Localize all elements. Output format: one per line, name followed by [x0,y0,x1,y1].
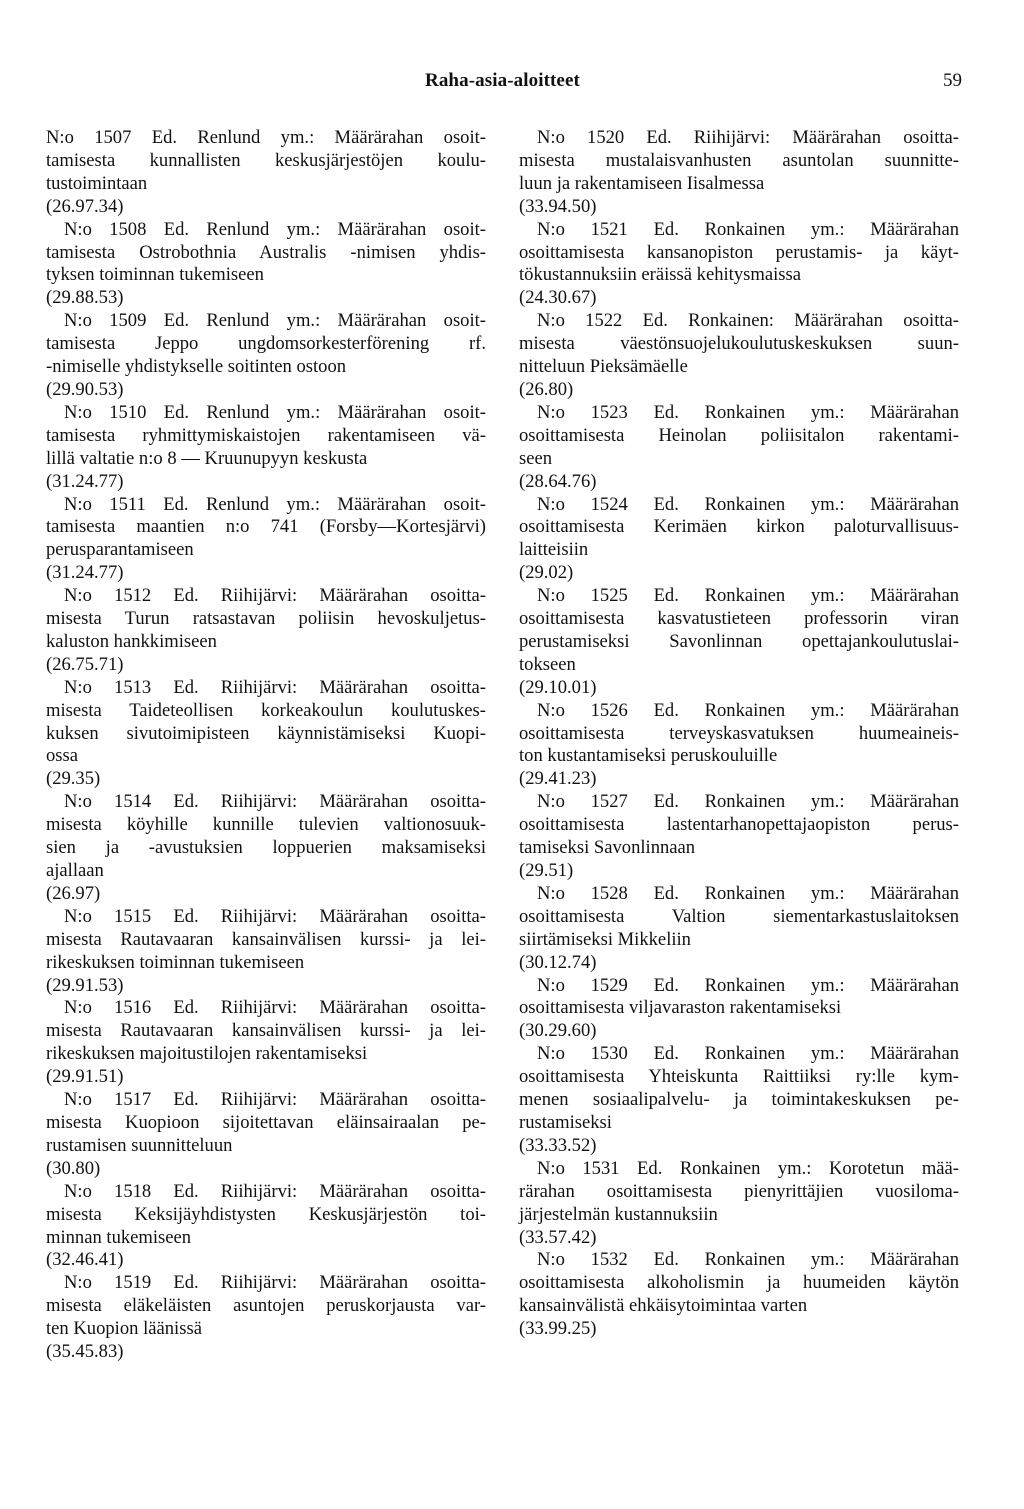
entry-text-line: osoittamisesta kansanopiston perustamis- ja käyt- [519,241,959,263]
motion-entry [519,1043,959,1158]
budget-reference: (26.80) [519,378,574,400]
entry-text-line: siirtämiseksi Mikkeliin [519,928,691,950]
entry-text-line: N:o 1529 Ed. Ronkainen ym.: Määrärahan [537,974,959,996]
budget-reference: (31.24.77) [46,470,124,492]
motion-entry [46,1272,486,1364]
budget-reference: (29.41.23) [519,768,597,790]
motion-entry [46,906,486,998]
entry-text-line: tökustannuksiin eräissä kehitysmaissa [519,264,801,286]
budget-reference: (26.75.71) [46,653,124,675]
entry-text-line: misesta mustalaisvanhusten asuntolan suunnitte- [519,149,959,171]
entry-text-line: misesta Kuopioon sijoitettavan eläinsairaalan pe- [46,1111,486,1133]
budget-reference: (30.80) [46,1157,101,1179]
budget-reference: (29.91.53) [46,974,124,996]
entry-text-line: tustoimintaan [46,172,148,194]
motion-entry [46,791,486,906]
motion-entry [46,1181,486,1273]
entry-text-line: N:o 1518 Ed. Riihijärvi: Määrärahan osoitta- [64,1180,486,1202]
entry-text-line: N:o 1513 Ed. Riihijärvi: Määrärahan osoitta- [64,676,486,698]
entry-text-line: N:o 1527 Ed. Ronkainen ym.: Määrärahan [537,791,959,813]
entry-text-line: N:o 1512 Ed. Riihijärvi: Määrärahan osoitta- [64,585,486,607]
motion-entry [519,1249,959,1341]
entry-text-line: N:o 1514 Ed. Riihijärvi: Määrärahan osoitta- [64,791,486,813]
entry-text-line: -nimiselle yhdistykselle soitinten ostoon [46,356,347,378]
entry-text-line: N:o 1523 Ed. Ronkainen ym.: Määrärahan [537,401,959,423]
entry-text-line: ossa [46,745,79,767]
entry-text-line: perusparantamiseen [46,539,194,561]
entry-text-line: osoittamisesta lastentarhanopettajaopiston perus- [519,814,959,836]
motion-entry [46,585,486,677]
entry-text-line: perustamiseksi Savonlinnan opettajankoulutuslai- [519,630,959,652]
entry-text-line: kaluston hankkimiseen [46,630,217,652]
entry-text-line: luun ja rakentamiseen Iisalmessa [519,172,765,194]
entry-text-line: kuksen sivutoimipisteen käynnistämiseksi Kuopi- [46,722,486,744]
entry-text-line: lillä valtatie n:o 8 — Kruunupyyn keskusta [46,447,368,469]
budget-reference: (26.97.34) [46,195,124,217]
entry-text-line: minnan tukemiseen [46,1226,192,1248]
entry-text-line: N:o 1516 Ed. Riihijärvi: Määrärahan osoitta- [64,997,486,1019]
entry-text-line: N:o 1528 Ed. Ronkainen ym.: Määrärahan [537,882,959,904]
running-title: Raha-asia-aloitteet [425,70,580,91]
budget-reference: (29.02) [519,562,574,584]
entry-text-line: N:o 1510 Ed. Renlund ym.: Määrärahan osoit- [64,401,486,423]
entry-text-line: N:o 1521 Ed. Ronkainen ym.: Määrärahan [537,218,959,240]
entry-text-line: N:o 1520 Ed. Riihijärvi: Määrärahan osoitta- [537,127,959,148]
entry-text-line: misesta köyhille kunnille tulevien valtionosuuk- [46,814,486,836]
entry-text-line: osoittamisesta Yhteiskunta Raittiiksi ry:lle kym- [519,1066,959,1088]
entry-text-line: tyksen toiminnan tukemiseen [46,264,264,286]
motion-entry [519,127,959,219]
motion-entry [46,127,486,219]
right-column [519,127,959,1341]
entry-text-line: N:o 1508 Ed. Renlund ym.: Määrärahan osoit- [64,218,486,240]
entry-text-line: rustamiseksi [519,1111,612,1133]
budget-reference: (31.24.77) [46,562,124,584]
budget-reference: (33.99.25) [519,1318,597,1340]
entry-text-line: rärahan osoittamisesta pienyrittäjien vuosiloma- [519,1180,959,1202]
budget-reference: (33.57.42) [519,1226,597,1248]
motion-entry [519,402,959,494]
motion-entry [519,975,959,1044]
entry-text-line: tamisesta kunnallisten keskusjärjestöjen koulu- [46,149,486,171]
entry-text-line: osoittamisesta alkoholismin ja huumeiden käytön [519,1272,959,1294]
entry-text-line: tokseen [519,653,576,675]
entry-text-line: N:o 1530 Ed. Ronkainen ym.: Määrärahan [537,1043,959,1065]
motion-entry [519,1158,959,1250]
budget-reference: (24.30.67) [519,287,597,309]
motion-entry [46,402,486,494]
entry-text-line: tamisesta Ostrobothnia Australis -nimisen yhdis- [46,241,486,263]
entry-text-line: tamisesta maantien n:o 741 (Forsby—Kortesjärvi) [46,516,486,538]
entry-text-line: N:o 1515 Ed. Riihijärvi: Määrärahan osoitta- [64,905,486,927]
entry-text-line: osoittamisesta Valtion siementarkastuslaitoksen [519,905,959,927]
budget-reference: (28.64.76) [519,470,597,492]
motion-entry [46,310,486,402]
entry-text-line: misesta Rautavaaran kansainvälisen kurssi- ja lei- [46,1020,486,1042]
entry-text-line: osoittamisesta Heinolan poliisitalon rakentami- [519,424,959,446]
entry-text-line: tamisesta Jeppo ungdomsorkesterförening rf. [46,333,486,355]
motion-entry [519,310,959,402]
motion-entry [519,700,959,792]
budget-reference: (29.51) [519,860,574,881]
entry-text-line: nitteluun Pieksämäelle [519,356,688,378]
budget-reference: (33.33.52) [519,1134,597,1156]
motion-entry [46,677,486,792]
budget-reference: (33.94.50) [519,195,597,217]
entry-text-line: N:o 1524 Ed. Ronkainen ym.: Määrärahan [537,493,959,515]
entry-text-line: N:o 1522 Ed. Ronkainen: Määrärahan osoitta- [537,310,959,332]
budget-reference: (29.35) [46,768,101,790]
entry-text-line: N:o 1509 Ed. Renlund ym.: Määrärahan osoit- [64,310,486,332]
motion-entry [519,585,959,700]
entry-text-line: menen sosiaalipalvelu- ja toimintakeskuksen pe- [519,1089,959,1111]
entry-text-line: ajallaan [46,860,104,881]
budget-reference: (30.12.74) [519,951,597,973]
entry-text-line: ten Kuopion läänissä [46,1318,202,1340]
entry-text-line: misesta väestönsuojelukoulutuskeskuksen suun- [519,333,959,355]
motion-entry [46,997,486,1089]
entry-text-line: N:o 1507 Ed. Renlund ym.: Määrärahan osoit- [46,127,486,148]
entry-text-line: N:o 1517 Ed. Riihijärvi: Määrärahan osoitta- [64,1089,486,1111]
motion-entry [519,883,959,975]
entry-text-line: misesta Rautavaaran kansainvälisen kurssi- ja lei- [46,928,486,950]
entry-text-line: N:o 1532 Ed. Ronkainen ym.: Määrärahan [537,1249,959,1271]
entry-text-line: järjestelmän kustannuksiin [519,1203,718,1225]
entry-text-line: tamiseksi Savonlinnaan [519,837,696,859]
entry-text-line: misesta Turun ratsastavan poliisin hevoskuljetus- [46,608,486,630]
entry-text-line: misesta Keksijäyhdistysten Keskusjärjestön toi- [46,1203,486,1225]
budget-reference: (32.46.41) [46,1249,124,1271]
entry-text-line: N:o 1525 Ed. Ronkainen ym.: Määrärahan [537,585,959,607]
motion-entry [46,1089,486,1181]
entry-text-line: misesta Taideteollisen korkeakoulun koulutuskes- [46,699,486,721]
motion-entry [519,219,959,311]
budget-reference: (29.10.01) [519,676,597,698]
motion-entry [519,791,959,883]
entry-text-line: misesta eläkeläisten asuntojen peruskorjausta var- [46,1295,486,1317]
entry-text-line: ton kustantamiseksi peruskouluille [519,745,778,767]
budget-reference: (29.88.53) [46,287,124,309]
budget-reference: (29.90.53) [46,378,124,400]
entry-text-line: sien ja -avustuksien loppuerien maksamiseksi [46,837,486,859]
page-header [0,70,1024,98]
entry-text-line: rikeskuksen toiminnan tukemiseen [46,951,305,973]
budget-reference: (35.45.83) [46,1341,124,1363]
motion-entry [46,219,486,311]
entry-text-line: osoittamisesta Kerimäen kirkon paloturvallisuus- [519,516,959,538]
entry-text-line: tamisesta ryhmittymiskaistojen rakentamiseen vä- [46,424,486,446]
page-number: 59 [943,70,962,91]
entry-text-line: N:o 1531 Ed. Ronkainen ym.: Korotetun mää- [537,1157,959,1179]
entry-text-line: rustamisen suunnitteluun [46,1134,233,1156]
budget-reference: (29.91.51) [46,1066,124,1088]
entry-text-line: rikeskuksen majoitustilojen rakentamiseksi [46,1043,368,1065]
entry-text-line: N:o 1526 Ed. Ronkainen ym.: Määrärahan [537,699,959,721]
left-column [46,127,486,1364]
motion-entry [519,494,959,586]
entry-text-line: osoittamisesta terveyskasvatuksen huumeaineis- [519,722,959,744]
entry-text-line: osoittamisesta kasvatustieteen professorin viran [519,608,959,630]
entry-text-line: seen [519,447,553,469]
entry-text-line: osoittamisesta viljavaraston rakentamiseksi [519,997,842,1019]
budget-reference: (30.29.60) [519,1020,597,1042]
entry-text-line: N:o 1519 Ed. Riihijärvi: Määrärahan osoitta- [64,1272,486,1294]
entry-text-line: laitteisiin [519,539,589,561]
budget-reference: (26.97) [46,882,101,904]
entry-text-line: N:o 1511 Ed. Renlund ym.: Määrärahan osoit- [64,493,486,515]
entry-text-line: kansainvälistä ehkäisytoimintaa varten [519,1295,808,1317]
motion-entry [46,494,486,586]
